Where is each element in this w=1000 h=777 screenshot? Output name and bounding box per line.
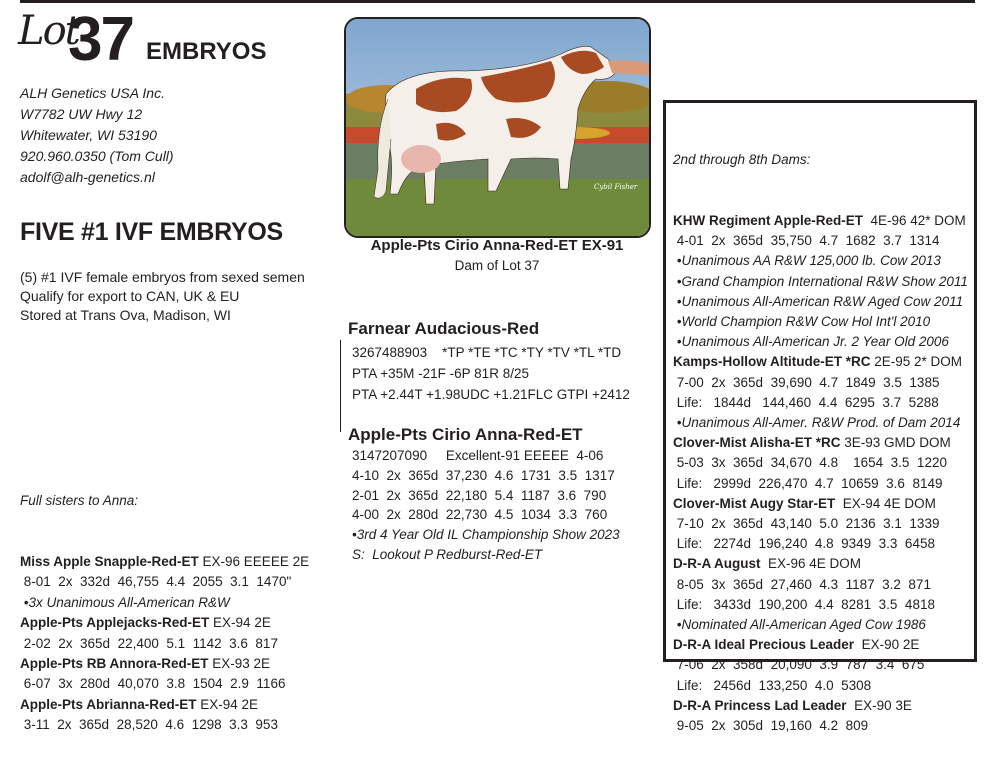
cow-photo: [344, 17, 651, 238]
record-text: 4-01 2x 365d 35,750 4.7 1682 3.7 1314: [673, 233, 940, 249]
dam-row: [673, 696, 968, 716]
record-text: •Unanimous All-Amer. R&W Prod. of Dam 2014: [673, 415, 961, 431]
sire-line: PTA +2.44T +1.98UDC +1.21FLC GTPI +2412: [352, 387, 630, 402]
record-text: EX-94 2E: [196, 696, 259, 712]
dam-row: [673, 595, 968, 615]
dam-record-line: 2-01 2x 365d 22,180 5.4 1187 3.6 790: [352, 487, 607, 503]
record-text: Life: 2274d 196,240 4.8 9349 3.3 6458: [673, 536, 935, 552]
record-text: •Nominated All-American Aged Cow 1986: [673, 617, 926, 633]
sire-details: [352, 342, 630, 405]
consignor-phone: 920.960.0350 (Tom Cull): [20, 148, 174, 164]
photo-caption: Apple-Pts Cirio Anna-Red-ET EX-91: [370, 237, 624, 254]
record-text: Life: 2456d 133,250 4.0 5308: [673, 677, 872, 693]
dam-row: [673, 272, 968, 292]
record-text: 4E-96 42* DOM: [863, 213, 966, 229]
sire-line: PTA +35M -21F -6P 81R 8/25: [352, 366, 529, 381]
dam-record-line: 4-10 2x 365d 37,230 4.6 1731 3.5 1317: [352, 467, 615, 483]
record-text: EX-94 4E DOM: [835, 495, 936, 511]
sister-row: [20, 572, 309, 592]
record-text: 3E-93 GMD DOM: [840, 435, 951, 451]
animal-name: D-R-A Ideal Precious Leader: [673, 637, 855, 653]
animal-name: Apple-Pts Applejacks-Red-ET: [20, 615, 210, 631]
consignor-address: [20, 83, 174, 188]
dam-row: [673, 393, 968, 413]
animal-name: Apple-Pts RB Annora-Red-ET: [20, 656, 209, 672]
record-text: 6-07 3x 280d 40,070 3.8 1504 2.9 1166: [20, 676, 286, 692]
record-text: 7-00 2x 365d 39,690 4.7 1849 3.5 1385: [673, 374, 940, 390]
dam-row: [673, 494, 968, 514]
dam-row: [673, 373, 968, 393]
record-text: 3-11 2x 365d 28,520 4.6 1298 3.3 953: [20, 717, 278, 733]
animal-name: D-R-A August: [673, 556, 761, 572]
dam-details: [352, 446, 620, 565]
animal-name: Apple-Pts Abrianna-Red-ET: [20, 696, 197, 712]
record-text: •3x Unanimous All-American R&W: [20, 594, 230, 610]
dam-row: [673, 615, 968, 635]
dams-box: [663, 100, 977, 734]
record-text: •Unanimous All-American Jr. 2 Year Old 2006: [673, 334, 949, 350]
dam-record-line: 4-00 2x 280d 22,730 4.5 1034 3.3 760: [352, 507, 608, 523]
offering-line: (5) #1 IVF female embryos from sexed semen: [20, 269, 305, 285]
sisters-heading: Full sisters to Anna:: [20, 492, 139, 508]
dam-row: [673, 251, 968, 271]
offering-line: Qualify for export to CAN, UK & EU: [20, 288, 240, 304]
dam-record-line: •3rd 4 Year Old IL Championship Show 2023: [352, 527, 620, 543]
offering-line: Stored at Trans Ova, Madison, WI: [20, 307, 231, 323]
cow-illustration: [346, 19, 649, 236]
record-text: 7-06 2x 358d 20,090 3.9 787 3.4 675: [673, 657, 925, 673]
dam-row: [673, 312, 968, 332]
lot-number: 37: [68, 5, 133, 74]
record-text: EX-93 2E: [208, 656, 271, 672]
record-text: Life: 3433d 190,200 4.4 8281 3.5 4818: [673, 596, 935, 612]
record-text: •World Champion R&W Cow Hol Int'l 2010: [673, 314, 931, 330]
consignor-name: ALH Genetics USA Inc.: [20, 85, 165, 101]
pedigree-bracket: [340, 340, 341, 432]
dam-row: [673, 554, 968, 574]
dam-row: [673, 453, 968, 473]
dam-record-line: S: Lookout P Redburst-Red-ET: [352, 546, 543, 562]
consignor-city: Whitewater, WI 53190: [20, 127, 157, 143]
record-text: EX-90 2E: [854, 637, 920, 653]
record-text: 9-05 2x 305d 19,160 4.2 809: [673, 718, 869, 734]
dam-row: [673, 332, 968, 352]
animal-name: Miss Apple Snapple-Red-ET: [20, 554, 199, 570]
dam-row: [673, 676, 968, 696]
sisters-list: [20, 552, 309, 736]
animal-name: Clover-Mist Alisha-ET *RC: [673, 435, 841, 451]
dam-row: [673, 514, 968, 534]
dam-row: [673, 433, 968, 453]
sister-row: [20, 674, 309, 694]
full-sisters: [20, 450, 309, 756]
sister-row: [20, 654, 309, 674]
dam-name: Apple-Pts Cirio Anna-Red-ET: [348, 425, 583, 444]
lot-script-label: Lot: [18, 8, 79, 54]
offering-headline: FIVE #1 IVF EMBRYOS: [20, 218, 283, 246]
record-text: 8-01 2x 332d 46,755 4.4 2055 3.1 1470": [20, 574, 292, 590]
sister-row: [20, 715, 309, 735]
dam-row: [673, 635, 968, 655]
dam-row: [673, 575, 968, 595]
sire-line: 3267488903 *TP *TE *TC *TY *TV *TL *TD: [352, 345, 622, 360]
record-text: 8-05 3x 365d 27,460 4.3 1187 3.2 871: [673, 576, 931, 592]
record-text: EX-96 EEEEE 2E: [198, 554, 310, 570]
sister-row: [20, 695, 309, 715]
dams-list: [673, 211, 968, 736]
dam-row: [673, 292, 968, 312]
dam-row: [673, 231, 968, 251]
record-text: •Unanimous AA R&W 125,000 lb. Cow 2013: [673, 253, 941, 269]
top-rule: [20, 0, 975, 3]
sister-row: [20, 593, 309, 613]
record-text: EX-96 4E DOM: [760, 556, 862, 572]
offering-description: [20, 268, 305, 325]
record-text: EX-94 2E: [209, 615, 271, 631]
dams-box-content: [673, 110, 968, 777]
consignor-street: W7782 UW Hwy 12: [20, 106, 143, 122]
dam-row: [673, 534, 968, 554]
record-text: EX-90 3E: [846, 697, 912, 713]
photo-subcaption: Dam of Lot 37: [454, 258, 540, 273]
dam-row: [673, 474, 968, 494]
dam-row: [673, 211, 968, 231]
record-text: 2E-95 2* DOM: [870, 354, 963, 370]
sire-name: Farnear Audacious-Red: [348, 319, 540, 338]
dams-heading: 2nd through 8th Dams:: [673, 152, 811, 168]
record-text: 7-10 2x 365d 43,140 5.0 2136 3.1 1339: [673, 516, 940, 532]
lot-type: EMBRYOS: [146, 38, 267, 65]
photo-credit: Cybil Fisher: [594, 183, 638, 191]
animal-name: D-R-A Princess Lad Leader: [673, 697, 847, 713]
record-text: •Unanimous All-American R&W Aged Cow 2011: [673, 293, 964, 309]
record-text: 5-03 3x 365d 34,670 4.8 1654 3.5 1220: [673, 455, 947, 471]
dam-row: [673, 352, 968, 372]
sister-row: [20, 613, 309, 633]
animal-name: KHW Regiment Apple-Red-ET: [673, 213, 863, 229]
record-text: Life: 1844d 144,460 4.4 6295 3.7 5288: [673, 394, 939, 410]
dam-row: [673, 655, 968, 675]
record-text: 2-02 2x 365d 22,400 5.1 1142 3.6 817: [20, 635, 278, 651]
dam-row: [673, 716, 968, 736]
record-text: •Grand Champion International R&W Show 2011: [673, 273, 968, 289]
dam-row: [673, 413, 968, 433]
animal-name: Clover-Mist Augy Star-ET: [673, 495, 836, 511]
animal-name: Kamps-Hollow Altitude-ET *RC: [673, 354, 871, 370]
consignor-email: adolf@alh-genetics.nl: [20, 169, 155, 185]
dam-record-line: 3147207090 Excellent-91 EEEEE 4-06: [352, 448, 604, 463]
sister-row: [20, 634, 309, 654]
record-text: Life: 2999d 226,470 4.7 10659 3.6 8149: [673, 475, 943, 491]
sister-row: [20, 552, 309, 572]
